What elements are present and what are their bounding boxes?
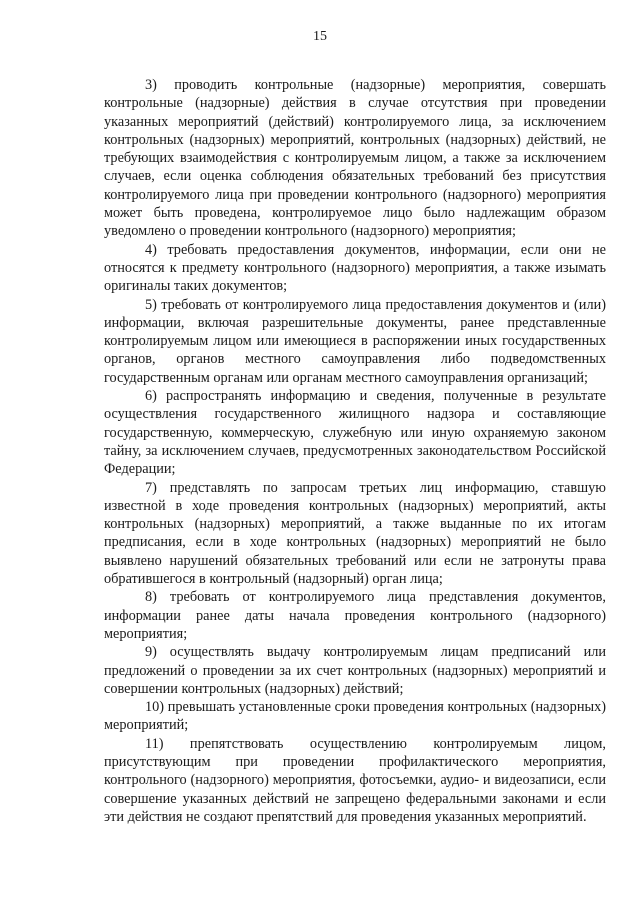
paragraph-item-5: 5) требовать от контролируемого лица предоставления документов и (или) информации, включая разрешительные документы, ранее представленные контролируемым лицом или имеющиеся в распоряжении иных государственных органов, органов местного самоуправления либо подведомственных государственным органам или органам местного самоуправления организаций; (104, 296, 606, 386)
paragraph-item-8: 8) требовать от контролируемого лица представления документов, информации ранее даты начала проведения контрольного (надзорного) мероприятия; (104, 589, 606, 642)
paragraph-item-7: 7) представлять по запросам третьих лиц информацию, ставшую известной в ходе проведения контрольных (надзорных) мероприятий, акты контрольных (надзорных) мероприятий, а также выданные по их итогам предписания, если в ходе контрольных (надзорных) мероприятий не было выявлено нарушений обязательных требований или если не затронуты права обратившегося в контрольный (надзорный) орган лица; (104, 479, 606, 588)
page-number: 15 (313, 29, 327, 44)
paragraph-item-3: 3) проводить контрольные (надзорные) мероприятия, совершать контрольные (надзорные) действия в случае отсутствия при проведении указанных мероприятий (действий) контролируемого лица, за исключением контрольных (надзорных) мероприятий, контрольных (надзорных) действий, не требующих взаимодействия с контролируемым лицом, а также за исключением случаев, если оценка соблюдения обязательных требований без присутствия контролируемого лица при проведении контрольного (надзорного) мероприятия может быть проведена, контролируемое лицо было надлежащим образом уведомлено о проведении контрольного (надзорного) мероприятия; (104, 77, 606, 240)
paragraph-item-9: 9) осуществлять выдачу контролируемым лицам предписаний или предложений о проведении за их счет контрольных (надзорных) мероприятий и совершении контрольных (надзорных) действий; (104, 644, 606, 697)
paragraph-item-11: 11) препятствовать осуществлению контролируемым лицом, присутствующим при проведении профилактического мероприятия, контрольного (надзорного) мероприятия, фотосъемки, аудио- и видеозаписи, если совершение указанных действий не запрещено федеральными законами и если эти действия не создают препятствий для проведения указанных мероприятий. (104, 735, 606, 825)
paragraph-item-10: 10) превышать установленные сроки проведения контрольных (надзорных) мероприятий; (104, 699, 606, 734)
paragraph-item-6: 6) распространять информацию и сведения, полученные в результате осуществления государственного жилищного надзора и составляющие государственную, коммерческую, служебную или иную охраняемую законом тайну, за исключением случаев, предусмотренных законодательством Российской Федерации; (104, 388, 606, 478)
paragraph-item-4: 4) требовать предоставления документов, информации, если они не относятся к предмету контрольного (надзорного) мероприятия, а также изымать оригиналы таких документов; (104, 241, 606, 295)
document-body (104, 76, 606, 826)
